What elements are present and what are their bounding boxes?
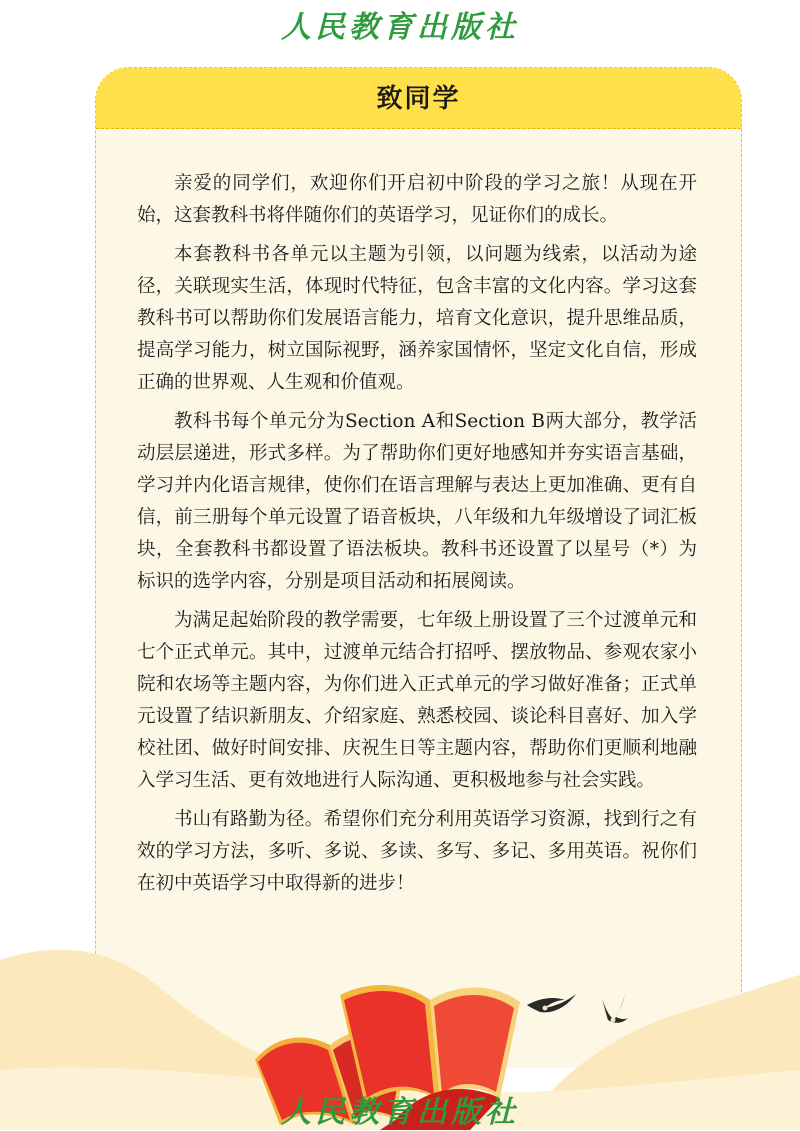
title-banner xyxy=(96,68,741,129)
publisher-logo-top: 人民教育出版社 xyxy=(281,10,519,45)
paragraph-4: 为满足起始阶段的教学需要，七年级上册设置了三个过渡单元和七个正式单元。其中，过渡单元结合打招呼、摆放物品、参观农家小院和农场等主题内容，为你们进入正式单元的学习做好准备；正式单元设置了结识新朋友、介绍家庭、熟悉校园、谈论科目喜好、加入学校社团、做好时间安排、庆祝生日等主题内容，帮助你们更顺利地融入学习生活、更有效地进行人际沟通、更积极地参与社会实践。 xyxy=(137,610,697,791)
page-title: 致同学 xyxy=(376,84,461,114)
paragraph-1: 亲爱的同学们，欢迎你们开启初中阶段的学习之旅！从现在开始，这套教科书将伴随你们的英语学习，见证你们的成长。 xyxy=(137,173,697,226)
publisher-logo-bottom: 人民教育出版社 xyxy=(281,1095,519,1130)
paragraph-5: 书山有路勤为径。希望你们充分利用英语学习资源，找到行之有效的学习方法，多听、多说、多读、多写、多记、多用英语。祝你们在初中英语学习中取得新的进步！ xyxy=(137,809,697,894)
flying-birds-icon xyxy=(527,994,628,1023)
paragraph-2: 本套教科书各单元以主题为引领，以问题为线索，以活动为途径，关联现实生活，体现时代特征，包含丰富的文化内容。学习这套教科书可以帮助你们发展语言能力，培育文化意识，提升思维品质，提高学习能力，树立国际视野，涵养家国情怀，坚定文化自信，形成正确的世界观、人生观和价值观。 xyxy=(137,244,697,393)
paragraph-3: 教科书每个单元分为Section A和Section B两大部分，教学活动层层递进，形式多样。为了帮助你们更好地感知并夯实语言基础，学习并内化语言规律，使你们在语言理解与表达上更加准确、更有自信，前三册每个单元设置了语音板块，八年级和九年级增设了词汇板块，全套教科书都设置了语法板块。教科书还设置了以星号（*）为标识的选学内容，分别是项目活动和拓展阅读。 xyxy=(137,411,697,592)
letter-body xyxy=(137,168,697,907)
